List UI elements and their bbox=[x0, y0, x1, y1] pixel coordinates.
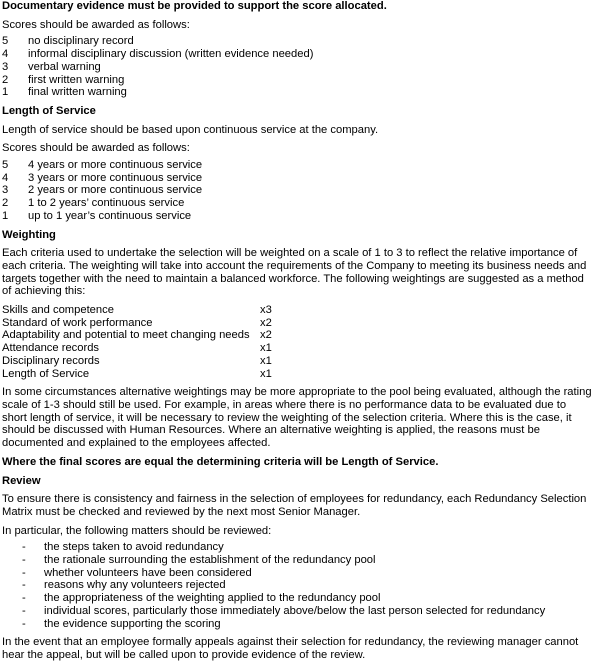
alternative-weightings-paragraph: In some circumstances alternative weightings may be more appropriate to the pool being evaluated, although the rating scale of 1-3 should still be used. For example, in areas where there is no performance data to be evaluated due to short length of service, it will be necessary to review the weighting of the selection criteria. Where this is the case, it should be discussed with Human Resources. Where an alternative weighting is applied, the reasons must be documented and explained to the employees affected. bbox=[2, 386, 592, 450]
review-matters-list bbox=[2, 541, 593, 630]
dash-bullet: - bbox=[22, 541, 26, 554]
criteria-weight: x1 bbox=[260, 342, 272, 355]
dash-bullet: - bbox=[22, 566, 26, 579]
dash-bullet: - bbox=[22, 554, 26, 567]
score-number: 4 bbox=[2, 171, 9, 184]
length-of-service-scores-intro: Scores should be awarded as follows: bbox=[2, 142, 190, 155]
score-text: up to 1 year’s continuous service bbox=[28, 209, 192, 222]
score-number: 1 bbox=[2, 209, 9, 222]
weighting-heading: Weighting bbox=[2, 228, 56, 241]
table-row bbox=[2, 329, 593, 342]
score-number: 5 bbox=[2, 35, 9, 48]
table-row bbox=[2, 304, 593, 317]
dash-bullet: - bbox=[22, 604, 26, 617]
table-row bbox=[2, 317, 593, 330]
list-item bbox=[2, 618, 593, 631]
list-item-text: the appropriateness of the weighting applied to the redundancy pool bbox=[44, 592, 381, 605]
appeal-paragraph: In the event that an employee formally appeals against their selection for redundancy, the reviewing manager cannot hear the appeal, but will be called upon to provide evidence of the review. bbox=[2, 636, 579, 661]
score-text: 1 to 2 years’ continuous service bbox=[28, 197, 185, 210]
length-of-service-heading: Length of Service bbox=[2, 104, 96, 117]
list-item bbox=[2, 184, 593, 197]
list-item bbox=[2, 554, 593, 567]
disciplinary-score-list bbox=[2, 35, 593, 99]
list-item bbox=[2, 159, 593, 172]
list-item bbox=[2, 592, 593, 605]
criteria-label: Standard of work performance bbox=[2, 316, 153, 329]
final-scores-note: Where the final scores are equal the determining criteria will be Length of Service. bbox=[2, 455, 439, 468]
list-item bbox=[2, 86, 593, 99]
score-text: 4 years or more continuous service bbox=[28, 159, 203, 172]
length-of-service-paragraph: Length of service should be based upon continuous service at the company. bbox=[2, 123, 379, 136]
criteria-label: Length of Service bbox=[2, 367, 90, 380]
list-item bbox=[2, 61, 593, 74]
review-heading: Review bbox=[2, 474, 41, 487]
dash-bullet: - bbox=[22, 579, 26, 592]
score-text: verbal warning bbox=[28, 60, 101, 73]
length-of-service-score-list bbox=[2, 159, 593, 223]
dash-bullet: - bbox=[22, 592, 26, 605]
criteria-weight: x3 bbox=[260, 304, 272, 317]
list-item-text: the steps taken to avoid redundancy bbox=[44, 541, 224, 554]
score-text: no disciplinary record bbox=[28, 35, 134, 48]
table-row bbox=[2, 355, 593, 368]
list-item bbox=[2, 567, 593, 580]
score-text: first written warning bbox=[28, 73, 125, 86]
list-item bbox=[2, 35, 593, 48]
list-item bbox=[2, 197, 593, 210]
weightings-table bbox=[2, 304, 593, 380]
dash-bullet: - bbox=[22, 617, 26, 630]
score-number: 3 bbox=[2, 184, 9, 197]
criteria-weight: x1 bbox=[260, 367, 272, 380]
criteria-weight: x1 bbox=[260, 354, 272, 367]
criteria-weight: x2 bbox=[260, 329, 272, 342]
score-text: 2 years or more continuous service bbox=[28, 184, 203, 197]
score-text: informal disciplinary discussion (written evidence needed) bbox=[28, 48, 314, 61]
score-number: 4 bbox=[2, 48, 9, 61]
score-number: 3 bbox=[2, 60, 9, 73]
list-item bbox=[2, 74, 593, 87]
criteria-label: Attendance records bbox=[2, 342, 100, 355]
evidence-note: Documentary evidence must be provided to support the score allocated. bbox=[2, 0, 387, 12]
criteria-label: Skills and competence bbox=[2, 304, 114, 317]
score-number: 1 bbox=[2, 86, 9, 99]
list-item-text: whether volunteers have been considered bbox=[44, 566, 252, 579]
score-text: final written warning bbox=[28, 86, 127, 99]
list-item bbox=[2, 579, 593, 592]
weighting-paragraph: Each criteria used to undertake the selection will be weighted on a scale of 1 to 3 to reflect the relative importance of each criteria. The weighting will take into account the requirements of the Company to meeting its business needs and targets together with the need to maintain a balanced workforce. The following weightings are suggested as a method of achieving this: bbox=[2, 247, 587, 298]
list-item-text: individual scores, particularly those immediately above/below the last person selected for redundancy bbox=[44, 604, 546, 617]
criteria-label: Adaptability and potential to meet changing needs bbox=[2, 329, 250, 342]
list-item-text: the evidence supporting the scoring bbox=[44, 617, 221, 630]
list-item bbox=[2, 605, 593, 618]
list-item bbox=[2, 172, 593, 185]
table-row bbox=[2, 342, 593, 355]
list-item bbox=[2, 541, 593, 554]
criteria-label: Disciplinary records bbox=[2, 354, 100, 367]
list-item bbox=[2, 48, 593, 61]
score-number: 2 bbox=[2, 73, 9, 86]
score-number: 5 bbox=[2, 159, 9, 172]
list-item-text: reasons why any volunteers rejected bbox=[44, 579, 226, 592]
table-row bbox=[2, 368, 593, 381]
disciplinary-scores-intro: Scores should be awarded as follows: bbox=[2, 18, 190, 31]
score-text: 3 years or more continuous service bbox=[28, 171, 203, 184]
review-paragraph: To ensure there is consistency and fairness in the selection of employees for redundancy, each Redundancy Selection Matrix must be checked and reviewed by the next most Senior Manager. bbox=[2, 493, 587, 518]
review-matters-intro: In particular, the following matters should be reviewed: bbox=[2, 524, 272, 537]
list-item-text: the rationale surrounding the establishment of the redundancy pool bbox=[44, 554, 376, 567]
criteria-weight: x2 bbox=[260, 316, 272, 329]
list-item bbox=[2, 210, 593, 223]
score-number: 2 bbox=[2, 197, 9, 210]
